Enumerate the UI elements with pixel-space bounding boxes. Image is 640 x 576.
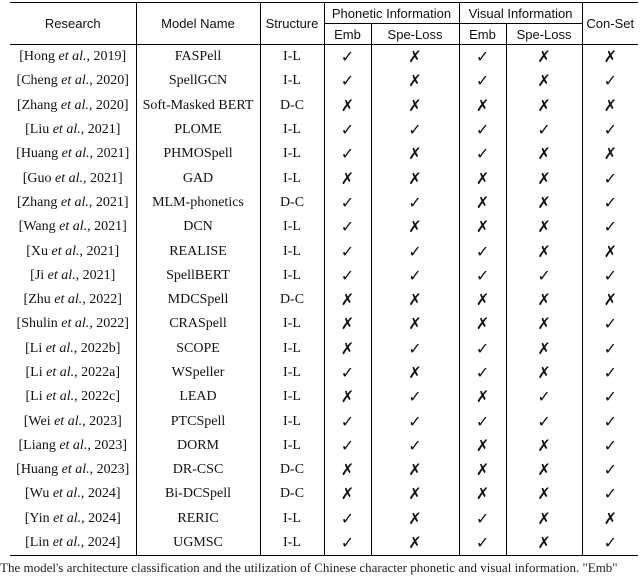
phonetic-emb-mark: ✓ [324,191,371,215]
con-set-mark: ✓ [603,411,617,431]
research-cell [10,337,136,361]
visual-emb-mark: ✗ [459,215,506,239]
visual-spe-loss-mark: ✗ [506,69,582,93]
structure-cell: D-C [260,458,324,482]
model-name-cell: PLOME [136,118,260,142]
structure-cell: I-L [260,361,324,385]
structure-cell: D-C [260,94,324,118]
header-model-name: Model Name [136,3,260,45]
table-row [10,142,638,166]
research-etal: et al. [60,97,89,113]
model-name-cell: DR-CSC [136,458,260,482]
research-pre: [Li [25,340,46,356]
research-post: , 2024] [80,535,121,551]
research-post: , 2022] [89,316,129,332]
research-post: , 2021] [88,194,129,210]
research-pre: [Zhu [23,292,55,308]
phonetic-spe-loss-mark: ✗ [371,45,459,70]
visual-spe-loss-mark: ✓ [506,385,582,409]
structure-cell: I-L [260,215,324,239]
con-set-mark: ✓ [603,192,617,212]
visual-spe-loss-mark: ✗ [506,337,582,361]
research-etal: et al. [61,316,90,332]
phonetic-spe-loss-mark: ✗ [371,458,459,482]
visual-spe-loss-mark: ✗ [506,288,582,312]
phonetic-spe-loss-mark: ✗ [371,166,459,190]
research-etal: et al. [55,170,84,186]
research-pre: [Huang [16,146,62,162]
con-set-mark: ✓ [603,168,617,188]
research-post: , 2023] [89,462,130,478]
structure-cell: I-L [260,337,324,361]
con-set-mark: ✓ [603,484,617,504]
table-row [10,264,638,288]
research-post: , 2022a] [74,365,120,380]
model-name-cell: PHMOSpell [136,142,260,166]
phonetic-spe-loss-mark: ✗ [371,482,459,506]
research-etal: et al. [52,122,81,138]
visual-spe-loss-mark: ✗ [506,507,582,531]
research-pre: [Hong [19,49,59,65]
phonetic-emb-mark: ✓ [324,215,371,239]
model-name-cell: SpellBERT [136,264,260,288]
research-etal: et al. [61,73,90,89]
structure-cell: I-L [260,142,324,166]
research-etal: et al. [58,49,87,65]
research-etal: et al. [52,486,81,502]
research-etal: et al. [51,243,80,259]
visual-spe-loss-mark: ✓ [506,409,582,433]
research-post: , 2020] [88,97,129,113]
research-post: , 2024] [80,486,121,502]
phonetic-spe-loss-mark: ✓ [371,434,459,458]
research-cell [10,142,136,166]
structure-cell: I-L [260,118,324,142]
research-etal: et al. [52,535,81,551]
header-phonetic-information: Phonetic Information [324,3,459,24]
research-pre: [Ji [30,267,48,283]
visual-emb-mark: ✓ [459,361,506,385]
visual-emb-mark: ✓ [459,337,506,361]
phonetic-emb-mark: ✗ [324,312,371,336]
phonetic-spe-loss-mark: ✓ [371,191,459,215]
phonetic-emb-mark: ✗ [324,385,371,409]
research-etal: et al. [45,340,74,356]
visual-emb-mark: ✗ [459,312,506,336]
model-name-cell: SpellGCN [136,69,260,93]
visual-emb-mark: ✗ [459,385,506,409]
research-etal: et al. [46,389,75,405]
header-phonetic-spe-loss: Spe-Loss [371,24,459,45]
con-set-mark: ✗ [603,241,617,261]
structure-cell: I-L [260,531,324,556]
research-cell [10,312,136,336]
con-set-mark: ✓ [603,217,617,237]
research-pre: [Yin [24,510,54,526]
header-visual-spe-loss: Spe-Loss [506,24,582,45]
research-cell [10,69,136,93]
header-phonetic-emb: Emb [324,24,371,45]
con-set-mark: ✗ [603,144,617,164]
phonetic-spe-loss-mark: ✓ [371,337,459,361]
research-pre: [Li [25,389,47,405]
research-cell [10,264,136,288]
phonetic-emb-mark: ✗ [324,337,371,361]
model-name-cell: MDCSpell [136,288,260,312]
structure-cell: I-L [260,507,324,531]
research-pre: [Cheng [16,73,62,89]
research-pre: [Zhang [16,97,61,113]
structure-cell: I-L [260,312,324,336]
research-post: , 2021] [89,146,130,162]
phonetic-spe-loss-mark: ✓ [371,118,459,142]
model-name-cell: DORM [136,434,260,458]
table-row [10,94,638,118]
visual-emb-mark: ✗ [459,434,506,458]
con-set-mark: ✓ [603,265,617,285]
research-etal: et al. [47,267,76,283]
research-cell [10,531,136,556]
model-name-cell: PTCSpell [136,409,260,433]
phonetic-emb-mark: ✓ [324,264,371,288]
phonetic-emb-mark: ✓ [324,507,371,531]
research-post: , 2022c] [74,389,120,405]
model-name-cell: MLM-phonetics [136,191,260,215]
visual-spe-loss-mark: ✗ [506,45,582,70]
visual-emb-mark: ✗ [459,482,506,506]
research-etal: et al. [54,292,83,308]
visual-emb-mark: ✗ [459,166,506,190]
model-name-cell: UGMSC [136,531,260,556]
phonetic-emb-mark: ✗ [324,458,371,482]
visual-spe-loss-mark: ✗ [506,215,582,239]
table-row [10,191,638,215]
phonetic-emb-mark: ✓ [324,409,371,433]
table-row [10,288,638,312]
comparison-table [10,2,638,556]
structure-cell: I-L [260,69,324,93]
phonetic-spe-loss-mark: ✗ [371,531,459,556]
research-post: , 2022b] [73,340,121,356]
research-cell [10,239,136,263]
visual-spe-loss-mark: ✗ [506,458,582,482]
phonetic-spe-loss-mark: ✓ [371,264,459,288]
model-name-cell: RERIC [136,507,260,531]
structure-cell: I-L [260,434,324,458]
phonetic-emb-mark: ✓ [324,45,371,70]
model-name-cell: GAD [136,166,260,190]
visual-emb-mark: ✓ [459,507,506,531]
structure-cell: I-L [260,45,324,70]
con-set-mark: ✗ [582,45,638,70]
visual-spe-loss-mark: ✗ [506,361,582,385]
research-etal: et al. [60,194,89,210]
table-row [10,507,638,531]
header-visual-information: Visual Information [459,3,582,24]
research-post: , 2021] [79,243,120,259]
phonetic-spe-loss-mark: ✗ [371,288,459,312]
visual-emb-mark: ✗ [459,191,506,215]
table-row [10,239,638,263]
research-post: , 2021] [87,219,127,235]
structure-cell: I-L [260,239,324,263]
structure-cell: I-L [260,385,324,409]
visual-spe-loss-mark: ✗ [506,191,582,215]
research-cell [10,215,136,239]
research-etal: et al. [46,365,75,380]
con-set-mark: ✗ [603,95,617,115]
table-row [10,482,638,506]
visual-spe-loss-mark: ✓ [506,264,582,288]
table-row [10,434,638,458]
model-name-cell: Bi-DCSpell [136,482,260,506]
phonetic-emb-mark: ✗ [324,94,371,118]
table-row [10,337,638,361]
model-name-cell: CRASpell [136,312,260,336]
con-set-mark: ✓ [603,435,617,455]
phonetic-spe-loss-mark: ✗ [371,142,459,166]
model-name-cell: LEAD [136,385,260,409]
research-pre: [Li [25,365,47,380]
visual-emb-mark: ✗ [459,458,506,482]
table-body [10,45,638,556]
con-set-mark: ✓ [603,338,617,358]
phonetic-emb-mark: ✗ [324,288,371,312]
research-etal: et al. [61,146,90,162]
con-set-mark: ✓ [603,120,617,140]
table-row [10,166,638,190]
research-pre: [Lin [25,535,53,551]
header-visual-emb: Emb [459,24,506,45]
visual-emb-mark: ✓ [459,239,506,263]
model-name-cell: SCOPE [136,337,260,361]
phonetic-spe-loss-mark: ✗ [371,361,459,385]
visual-emb-mark: ✗ [459,288,506,312]
research-post: , 2021] [83,170,123,186]
structure-cell: I-L [260,264,324,288]
research-pre: [Wu [25,486,53,502]
model-name-cell: WSpeller [136,361,260,385]
con-set-mark: ✗ [603,290,617,310]
table-row [10,118,638,142]
research-pre: [Guo [22,170,56,186]
model-name-cell: REALISE [136,239,260,263]
research-pre: [Xu [26,243,52,259]
research-cell [10,166,136,190]
phonetic-spe-loss-mark: ✗ [371,94,459,118]
model-name-cell: FASPell [136,45,260,70]
research-cell [10,288,136,312]
table-caption: The model's architecture classification and the utilization of Chinese character phonetic and visual information. "Emb" [0,560,618,575]
phonetic-emb-mark: ✓ [324,239,371,263]
con-set-mark: ✓ [603,314,617,334]
visual-emb-mark: ✓ [459,142,506,166]
research-etal: et al. [54,413,83,429]
phonetic-emb-mark: ✓ [324,118,371,142]
visual-emb-mark: ✓ [459,69,506,93]
research-pre: [Liu [25,122,53,138]
research-cell [10,458,136,482]
research-etal: et al. [53,510,82,526]
visual-emb-mark: ✓ [459,45,506,70]
visual-spe-loss-mark: ✗ [506,531,582,556]
visual-emb-mark: ✓ [459,118,506,142]
research-etal: et al. [59,437,88,453]
research-cell [10,482,136,506]
research-pre: [Wang [18,219,60,235]
visual-spe-loss-mark: ✗ [506,482,582,506]
research-cell [10,94,136,118]
research-cell [10,409,136,433]
research-post: , 2019] [86,49,127,65]
research-pre: [Shulin [16,316,62,332]
phonetic-spe-loss-mark: ✓ [371,409,459,433]
research-cell [10,191,136,215]
research-post: , 2022] [82,292,122,308]
research-cell [10,45,136,70]
visual-emb-mark: ✗ [459,94,506,118]
con-set-mark: ✓ [603,387,617,407]
visual-emb-mark: ✓ [459,264,506,288]
visual-spe-loss-mark: ✗ [506,142,582,166]
visual-spe-loss-mark: ✗ [506,239,582,263]
phonetic-emb-mark: ✓ [324,361,371,385]
structure-cell: I-L [260,166,324,190]
table-row [10,312,638,336]
phonetic-spe-loss-mark: ✗ [371,312,459,336]
phonetic-spe-loss-mark: ✗ [371,69,459,93]
table-row [10,45,638,70]
con-set-mark: ✓ [582,531,638,556]
research-post: , 2024] [81,510,121,526]
research-cell [10,118,136,142]
header-con-set: Con-Set [582,3,638,45]
model-name-cell: Soft-Masked BERT [136,94,260,118]
research-cell [10,507,136,531]
table-row [10,409,638,433]
table-row [10,361,638,385]
research-cell [10,385,136,409]
research-post: , 2021] [80,122,121,138]
structure-cell: D-C [260,191,324,215]
table-row [10,215,638,239]
research-cell [10,434,136,458]
phonetic-emb-mark: ✓ [324,434,371,458]
visual-spe-loss-mark: ✗ [506,166,582,190]
phonetic-emb-mark: ✓ [324,142,371,166]
phonetic-spe-loss-mark: ✓ [371,385,459,409]
phonetic-emb-mark: ✗ [324,166,371,190]
research-post: , 2020] [89,73,129,89]
research-pre: [Zhang [16,194,61,210]
con-set-mark: ✗ [603,508,617,528]
research-etal: et al. [59,219,88,235]
research-post: , 2023] [82,413,122,429]
con-set-mark: ✓ [603,363,617,382]
visual-spe-loss-mark: ✗ [506,434,582,458]
research-etal: et al. [61,462,90,478]
table-row [10,531,638,556]
phonetic-spe-loss-mark: ✗ [371,507,459,531]
research-pre: [Liang [18,437,60,453]
visual-emb-mark: ✓ [459,409,506,433]
phonetic-emb-mark: ✓ [324,69,371,93]
visual-spe-loss-mark: ✓ [506,118,582,142]
phonetic-spe-loss-mark: ✗ [371,215,459,239]
table-row [10,69,638,93]
con-set-mark: ✓ [603,460,617,480]
phonetic-spe-loss-mark: ✓ [371,239,459,263]
research-post: , 2021] [75,267,116,283]
header-research: Research [10,3,136,45]
visual-spe-loss-mark: ✗ [506,94,582,118]
table-row [10,458,638,482]
phonetic-emb-mark: ✓ [324,531,371,556]
structure-cell: D-C [260,288,324,312]
structure-cell: D-C [260,482,324,506]
research-post: , 2023] [87,437,127,453]
con-set-mark: ✓ [603,71,617,91]
visual-emb-mark: ✓ [459,531,506,556]
visual-spe-loss-mark: ✗ [506,312,582,336]
structure-cell: I-L [260,409,324,433]
header-structure: Structure [260,3,324,45]
model-name-cell: DCN [136,215,260,239]
research-cell [10,361,136,385]
table-row [10,385,638,409]
phonetic-emb-mark: ✗ [324,482,371,506]
research-pre: [Huang [16,462,62,478]
research-pre: [Wei [23,413,55,429]
